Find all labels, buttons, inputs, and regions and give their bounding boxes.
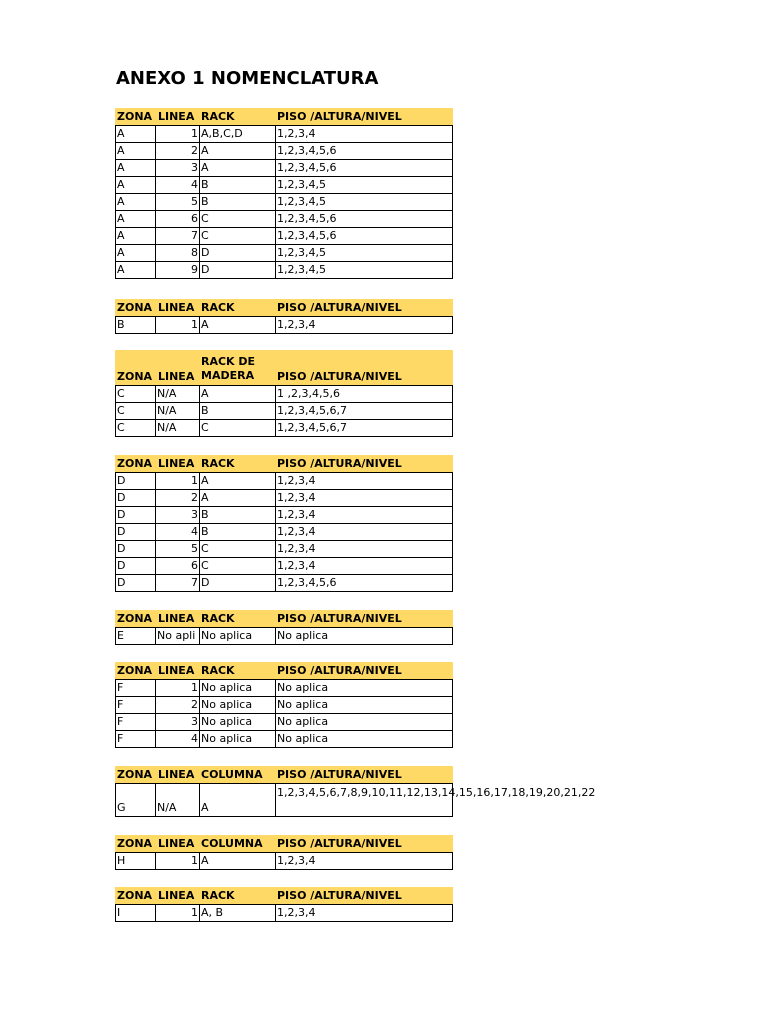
cell-zona: F	[116, 680, 156, 696]
table-body	[115, 125, 453, 279]
cell-piso: 1,2,3,4	[277, 491, 316, 504]
header-rack: RACK	[201, 612, 235, 625]
cell-piso: 1,2,3,4,5,6	[277, 576, 337, 589]
header-piso: PISO /ALTURA/NIVEL	[277, 301, 402, 314]
table-header	[115, 299, 453, 316]
table-row	[116, 228, 452, 245]
cell-rack: A	[200, 490, 276, 506]
table-row	[116, 473, 452, 490]
cell-zona: E	[116, 628, 156, 644]
cell-piso: No aplica	[277, 732, 329, 745]
cell-rack: B	[200, 507, 276, 523]
cell-piso: No aplica	[277, 715, 329, 728]
table-body	[115, 385, 453, 437]
cell-piso: 1,2,3,4,5,6	[277, 212, 337, 225]
cell-zona: A	[116, 262, 156, 278]
table-header	[115, 610, 453, 627]
cell-rack: C	[200, 228, 276, 244]
cell-piso: 1,2,3,4	[277, 318, 316, 331]
cell-linea: 1	[156, 853, 200, 869]
header-rack: COLUMNA	[201, 768, 263, 781]
cell-zona: A	[116, 211, 156, 227]
cell-linea: N/A	[156, 386, 200, 402]
cell-piso: No aplica	[277, 681, 329, 694]
table-row	[116, 784, 596, 817]
table-row	[116, 194, 452, 211]
table-row	[116, 386, 452, 403]
header-zona: ZONA	[117, 301, 153, 314]
cell-piso: 1,2,3,4,5,6	[277, 144, 337, 157]
cell-piso: 1,2,3,4,5	[277, 263, 326, 276]
cell-piso: 1,2,3,4,5,6,7,8,9,10,11,12,13,14,15,16,17,18,19,20,21,22	[277, 786, 596, 799]
cell-piso: 1,2,3,4,5,6	[277, 229, 337, 242]
cell-rack: C	[200, 211, 276, 227]
cell-linea: 5	[156, 194, 200, 210]
cell-zona: A	[116, 228, 156, 244]
cell-linea: 1	[156, 126, 200, 142]
header-zona: ZONA	[117, 457, 153, 470]
table-row	[116, 245, 452, 262]
table-header	[115, 108, 453, 125]
cell-linea: 7	[156, 228, 200, 244]
cell-rack: A, B	[200, 905, 276, 921]
nomenclature-table	[115, 662, 453, 748]
cell-linea: N/A	[156, 403, 200, 419]
cell-zona: D	[116, 473, 156, 489]
header-linea: LINEA	[158, 370, 195, 383]
header-piso: PISO /ALTURA/NIVEL	[277, 370, 402, 383]
nomenclature-table	[115, 887, 453, 922]
cell-rack: C	[200, 420, 276, 436]
cell-linea: N/A	[156, 420, 200, 436]
cell-piso: 1,2,3,4	[277, 559, 316, 572]
cell-linea: 1	[156, 317, 200, 333]
cell-rack: D	[200, 262, 276, 278]
cell-zona: C	[116, 386, 156, 402]
table-row	[116, 507, 452, 524]
header-rack: RACK	[201, 664, 235, 677]
nomenclature-table	[115, 835, 453, 870]
cell-zona: A	[116, 245, 156, 261]
table-row	[116, 680, 452, 697]
table-row	[116, 697, 452, 714]
cell-zona: H	[116, 853, 156, 869]
cell-rack: B	[200, 194, 276, 210]
cell-zona: A	[116, 160, 156, 176]
cell-zona: F	[116, 714, 156, 730]
header-zona: ZONA	[117, 889, 153, 902]
cell-linea: 4	[156, 524, 200, 540]
nomenclature-table	[115, 350, 453, 437]
cell-linea: 5	[156, 541, 200, 557]
header-linea: LINEA	[158, 768, 195, 781]
table-row	[116, 541, 452, 558]
cell-rack: C	[200, 541, 276, 557]
table-row	[116, 160, 452, 177]
cell-rack: A	[200, 386, 276, 402]
table-row	[116, 628, 452, 645]
header-piso: PISO /ALTURA/NIVEL	[277, 664, 402, 677]
cell-piso: No aplica	[277, 698, 329, 711]
cell-rack: No aplica	[200, 628, 276, 644]
cell-rack: No aplica	[200, 714, 276, 730]
cell-rack: A	[200, 473, 276, 489]
cell-rack: A	[200, 317, 276, 333]
cell-linea: 6	[156, 211, 200, 227]
table-row	[116, 490, 452, 507]
cell-piso: 1,2,3,4	[277, 854, 316, 867]
header-zona: ZONA	[117, 370, 153, 383]
table-row	[116, 853, 452, 870]
nomenclature-table	[115, 610, 453, 645]
cell-zona: F	[116, 731, 156, 747]
table-header	[115, 662, 453, 679]
header-linea: LINEA	[158, 664, 195, 677]
header-piso: PISO /ALTURA/NIVEL	[277, 889, 402, 902]
cell-piso: 1,2,3,4	[277, 127, 316, 140]
cell-piso: 1,2,3,4,5,6,7	[277, 404, 347, 417]
header-linea: LINEA	[158, 301, 195, 314]
table-header	[115, 455, 453, 472]
header-linea: LINEA	[158, 837, 195, 850]
table-header	[115, 350, 453, 385]
nomenclature-table	[115, 766, 596, 817]
cell-piso: 1,2,3,4,5,6,7	[277, 421, 347, 434]
cell-zona: A	[116, 194, 156, 210]
table-row	[116, 143, 452, 160]
cell-piso: No aplica	[277, 629, 329, 642]
header-linea: LINEA	[158, 612, 195, 625]
cell-linea: 2	[156, 143, 200, 159]
table-row	[116, 420, 452, 437]
cell-zona: C	[116, 403, 156, 419]
table-header	[115, 766, 453, 783]
cell-rack: C	[200, 558, 276, 574]
header-piso: PISO /ALTURA/NIVEL	[277, 837, 402, 850]
cell-linea: 3	[156, 507, 200, 523]
cell-zona: D	[116, 575, 156, 591]
cell-zona: A	[116, 126, 156, 142]
table-body	[115, 627, 453, 645]
table-body	[115, 852, 453, 870]
cell-linea: 3	[156, 714, 200, 730]
cell-zona: A	[116, 177, 156, 193]
cell-piso: 1,2,3,4	[277, 542, 316, 555]
cell-zona: D	[116, 490, 156, 506]
cell-piso: 1,2,3,4	[277, 525, 316, 538]
cell-zona: G	[116, 784, 156, 816]
header-rack: RACK	[201, 110, 235, 123]
nomenclature-table	[115, 108, 453, 279]
cell-rack: A	[200, 143, 276, 159]
header-rack: RACK DE MADERA	[201, 355, 256, 382]
cell-rack: No aplica	[200, 680, 276, 696]
cell-piso: 1,2,3,4,5	[277, 246, 326, 259]
header-zona: ZONA	[117, 612, 153, 625]
cell-linea: 6	[156, 558, 200, 574]
header-rack: COLUMNA	[201, 837, 263, 850]
table-row	[116, 524, 452, 541]
table-row	[116, 126, 452, 143]
cell-linea: 1	[156, 905, 200, 921]
table-body	[115, 904, 453, 922]
cell-linea: 7	[156, 575, 200, 591]
cell-rack: D	[200, 245, 276, 261]
cell-linea: 2	[156, 697, 200, 713]
table-header	[115, 887, 453, 904]
table-body	[115, 783, 596, 817]
table-row	[116, 905, 452, 922]
table-row	[116, 177, 452, 194]
cell-zona: D	[116, 507, 156, 523]
cell-rack: B	[200, 403, 276, 419]
cell-piso: 1,2,3,4,5	[277, 195, 326, 208]
cell-piso: 1,2,3,4	[277, 474, 316, 487]
cell-linea: 4	[156, 731, 200, 747]
cell-zona: A	[116, 143, 156, 159]
table-row	[116, 575, 452, 592]
header-zona: ZONA	[117, 664, 153, 677]
cell-rack: A	[200, 853, 276, 869]
table-row	[116, 262, 452, 279]
cell-piso: 1,2,3,4	[277, 508, 316, 521]
cell-linea: 1	[156, 680, 200, 696]
table-body	[115, 472, 453, 592]
cell-linea: N/A	[156, 784, 200, 816]
table-row	[116, 558, 452, 575]
cell-zona: B	[116, 317, 156, 333]
cell-rack: No aplica	[200, 697, 276, 713]
cell-rack: No aplica	[200, 731, 276, 747]
cell-zona: D	[116, 558, 156, 574]
cell-linea: 8	[156, 245, 200, 261]
cell-linea: 9	[156, 262, 200, 278]
table-row	[116, 403, 452, 420]
cell-zona: F	[116, 697, 156, 713]
header-zona: ZONA	[117, 837, 153, 850]
header-piso: PISO /ALTURA/NIVEL	[277, 110, 402, 123]
cell-piso: 1,2,3,4,5	[277, 178, 326, 191]
cell-zona: D	[116, 541, 156, 557]
header-piso: PISO /ALTURA/NIVEL	[277, 457, 402, 470]
cell-linea: No apli	[156, 628, 200, 644]
cell-piso: 1,2,3,4	[277, 906, 316, 919]
page-title: ANEXO 1 NOMENCLATURA	[116, 68, 379, 89]
table-header	[115, 835, 453, 852]
header-rack: RACK	[201, 301, 235, 314]
cell-rack: A,B,C,D	[200, 126, 276, 142]
table-row	[116, 714, 452, 731]
header-piso: PISO /ALTURA/NIVEL	[277, 768, 402, 781]
header-linea: LINEA	[158, 889, 195, 902]
header-piso: PISO /ALTURA/NIVEL	[277, 612, 402, 625]
cell-linea: 1	[156, 473, 200, 489]
cell-piso: 1,2,3,4,5,6	[277, 161, 337, 174]
cell-zona: C	[116, 420, 156, 436]
nomenclature-table	[115, 299, 453, 334]
table-body	[115, 679, 453, 748]
table-body	[115, 316, 453, 334]
header-zona: ZONA	[117, 768, 153, 781]
table-row	[116, 731, 452, 748]
cell-rack: A	[200, 160, 276, 176]
cell-zona: D	[116, 524, 156, 540]
cell-linea: 3	[156, 160, 200, 176]
header-rack: RACK	[201, 457, 235, 470]
nomenclature-table	[115, 455, 453, 592]
cell-rack: B	[200, 177, 276, 193]
table-row	[116, 317, 452, 334]
cell-rack: D	[200, 575, 276, 591]
header-zona: ZONA	[117, 110, 153, 123]
cell-linea: 2	[156, 490, 200, 506]
cell-piso: 1 ,2,3,4,5,6	[277, 387, 340, 400]
header-rack: RACK	[201, 889, 235, 902]
cell-rack: B	[200, 524, 276, 540]
header-linea: LINEA	[158, 457, 195, 470]
header-linea: LINEA	[158, 110, 195, 123]
cell-zona: I	[116, 905, 156, 921]
cell-linea: 4	[156, 177, 200, 193]
cell-rack: A	[200, 784, 276, 816]
table-row	[116, 211, 452, 228]
